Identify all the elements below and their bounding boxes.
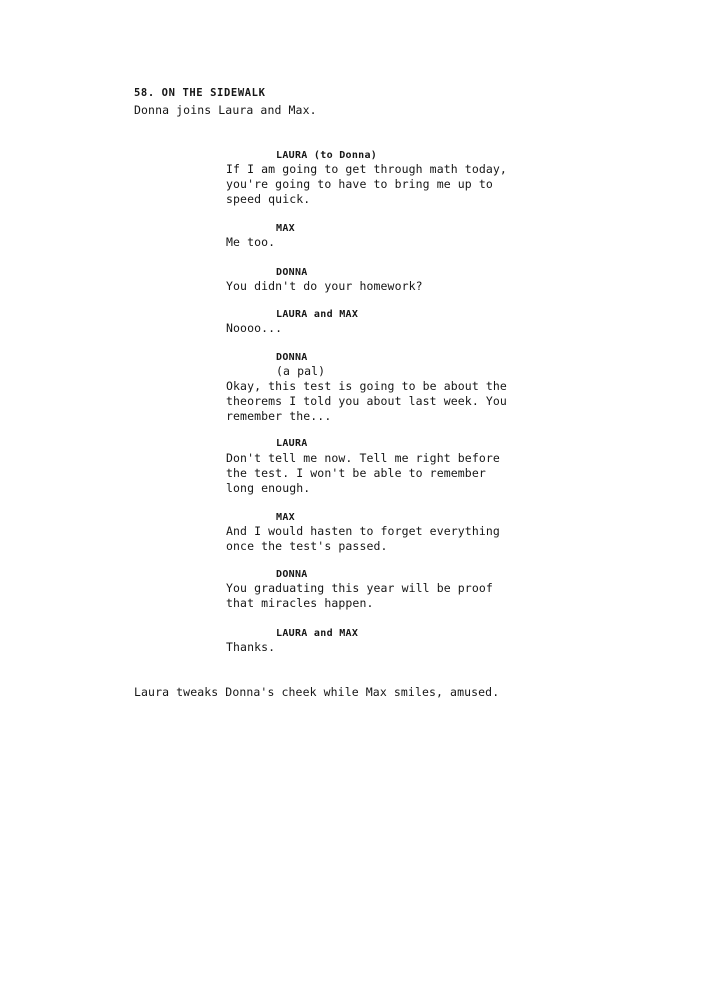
dialogue-line: You graduating this year will be proof (226, 581, 493, 595)
character-cue: LAURA and MAX (276, 309, 359, 320)
dialogue-line: that miracles happen. (226, 596, 374, 610)
dialogue-line: Me too. (226, 235, 276, 249)
dialogue-line: the test. I won't be able to remember (226, 466, 486, 480)
dialogue-line: You didn't do your homework? (226, 279, 423, 293)
dialogue-line: speed quick. (226, 192, 311, 206)
intro-action: Donna joins Laura and Max. (134, 103, 317, 117)
dialogue-line: remember the... (226, 409, 332, 423)
dialogue-line: theorems I told you about last week. You (226, 394, 507, 408)
dialogue-line: once the test's passed. (226, 539, 388, 553)
dialogue-line: long enough. (226, 481, 311, 495)
dialogue-line: Thanks. (226, 640, 276, 654)
parenthetical: (a pal) (276, 364, 326, 378)
character-cue: LAURA and MAX (276, 628, 359, 639)
dialogue-line: Noooo... (226, 321, 283, 335)
character-cue: DONNA (276, 267, 308, 278)
dialogue-line: If I am going to get through math today, (226, 162, 507, 176)
scene-heading: 58. ON THE SIDEWALK (134, 87, 266, 99)
character-cue: DONNA (276, 569, 308, 580)
character-cue: DONNA (276, 352, 308, 363)
dialogue-line: Don't tell me now. Tell me right before (226, 451, 500, 465)
dialogue-line: Okay, this test is going to be about the (226, 379, 507, 393)
character-cue: MAX (276, 223, 295, 234)
closing-action: Laura tweaks Donna's cheek while Max smiles, amused. (134, 685, 500, 699)
character-cue: LAURA (276, 438, 308, 449)
dialogue-line: And I would hasten to forget everything (226, 524, 500, 538)
character-cue: LAURA (to Donna) (276, 150, 378, 161)
character-cue: MAX (276, 512, 295, 523)
dialogue-line: you're going to have to bring me up to (226, 177, 493, 191)
